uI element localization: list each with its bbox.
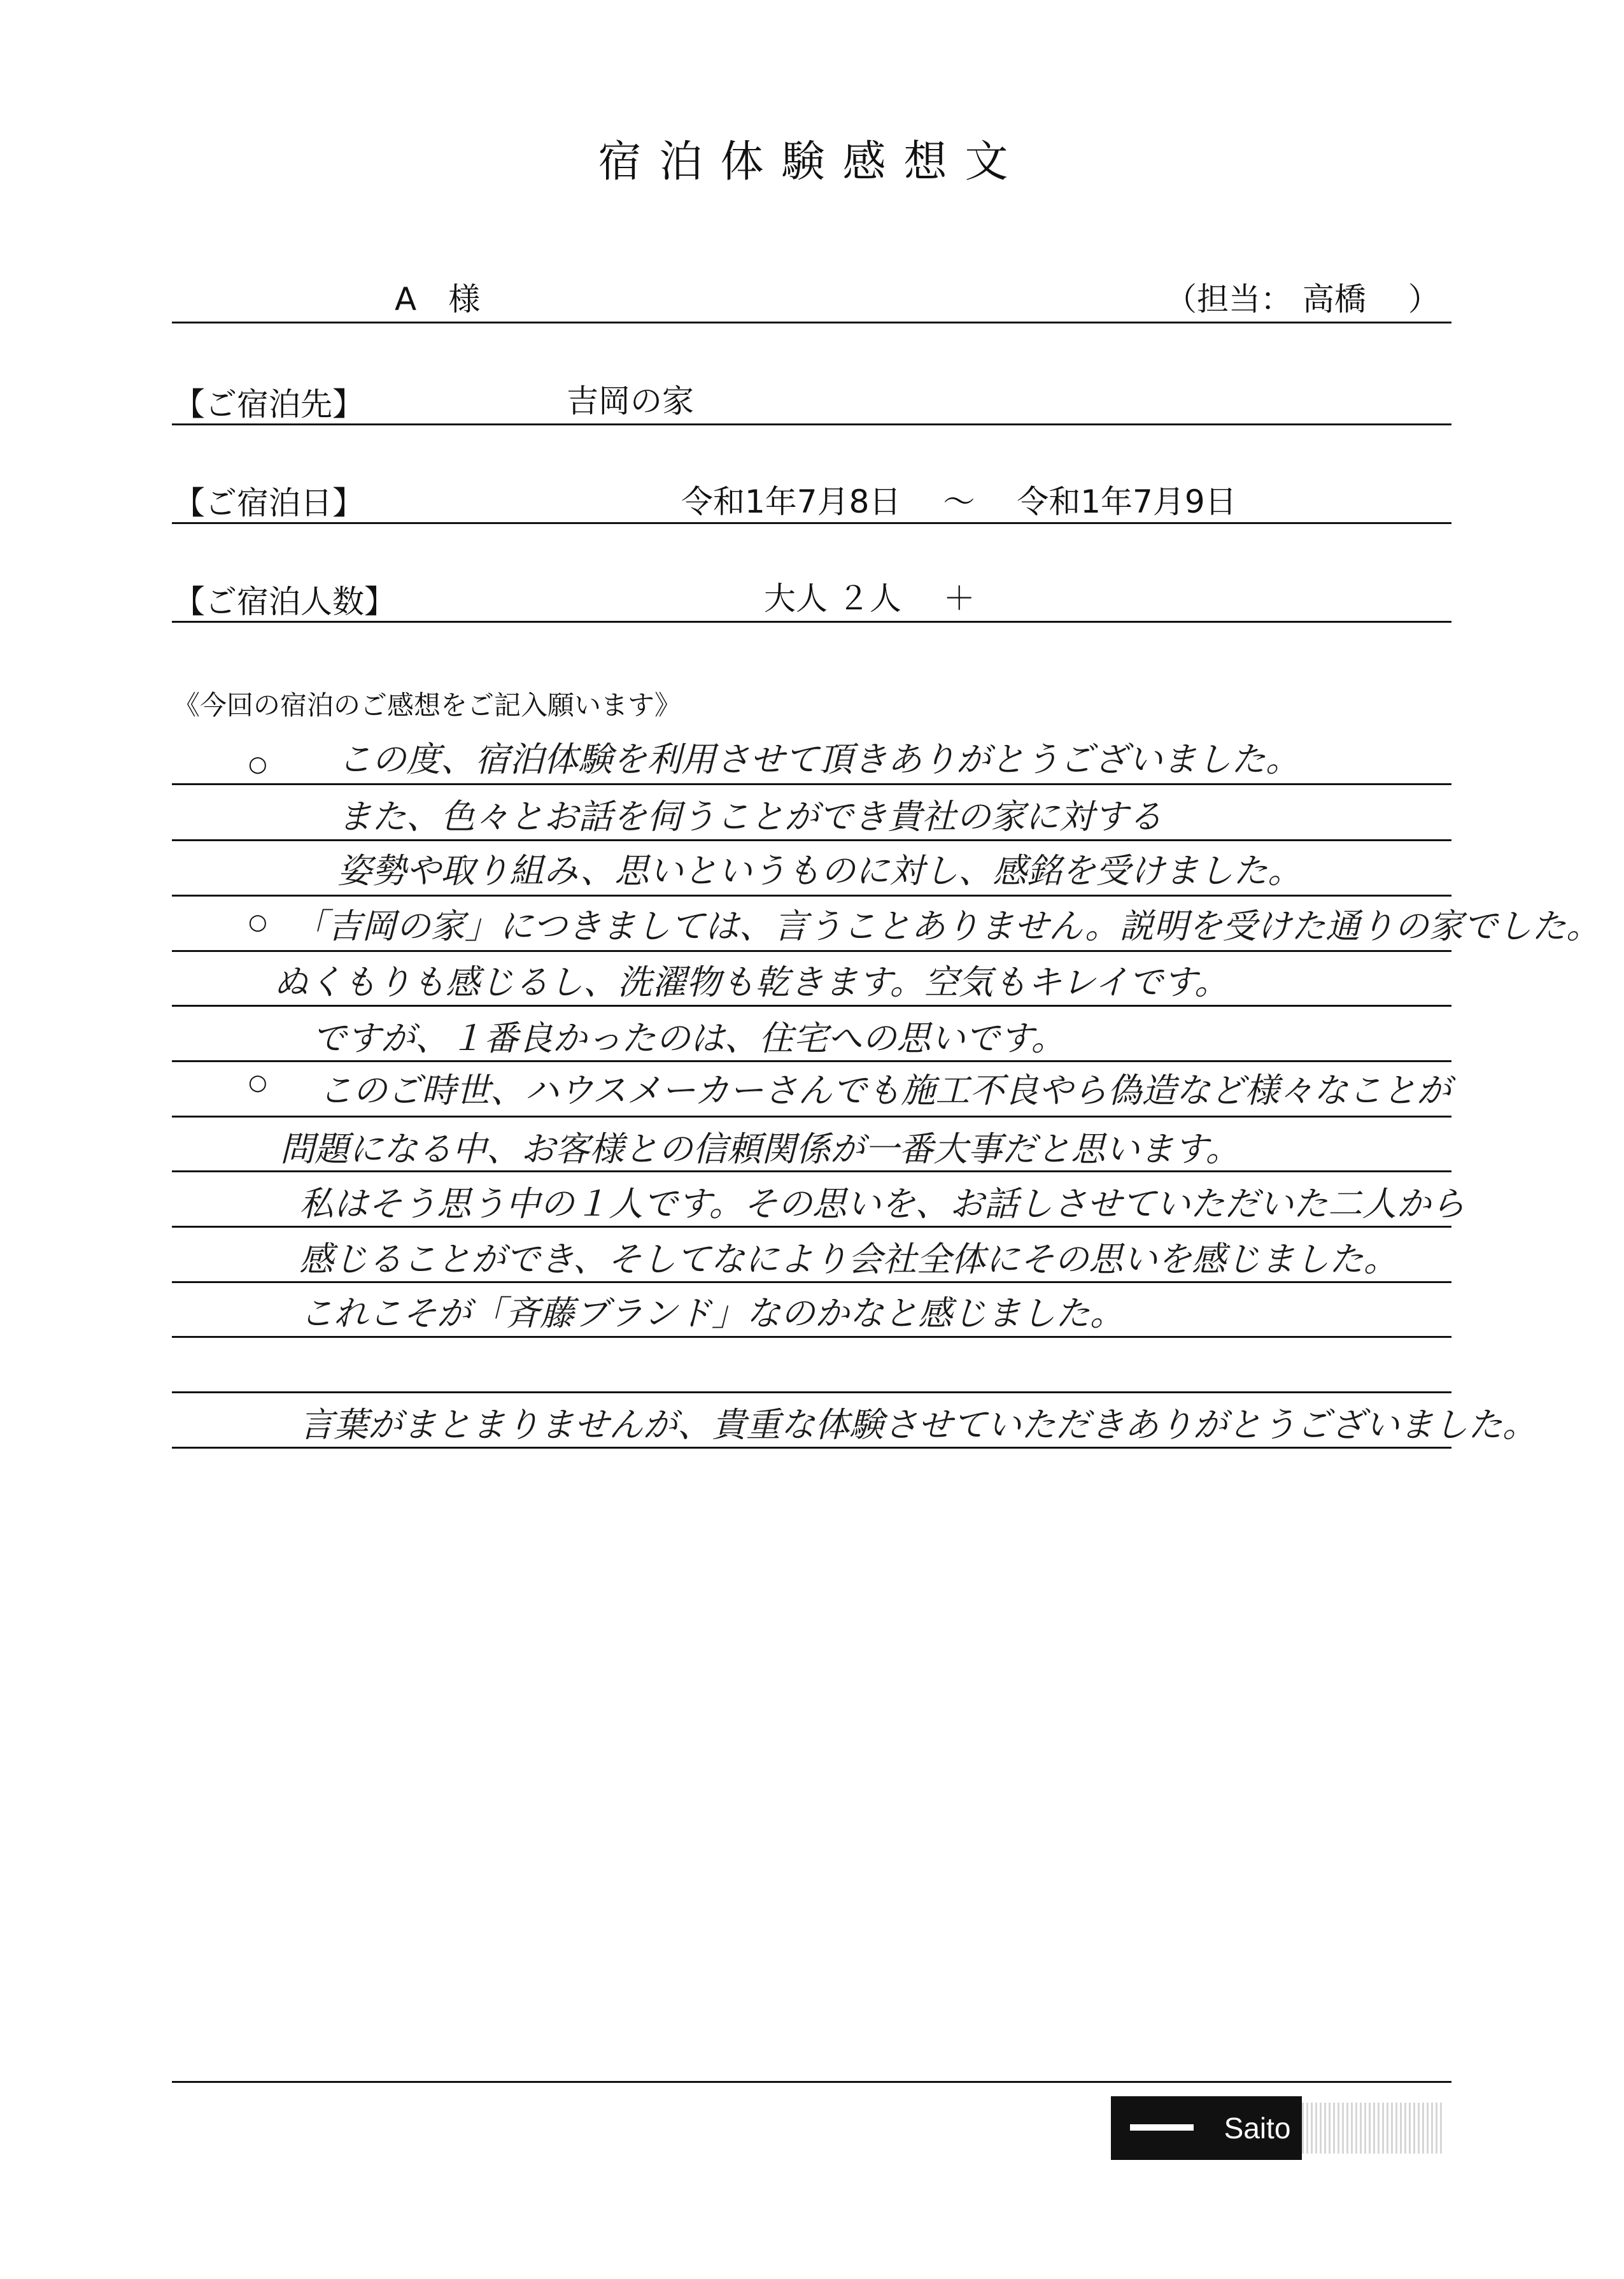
- handwritten-line: 「吉岡の家」につきましては、言うことありません。説明を受けた通りの家でした。: [293, 906, 1601, 946]
- logo-faded-text: [1302, 2103, 1442, 2154]
- handwritten-line: 問題になる中、お客様との信頼関係が一番大事だと思います。: [280, 1129, 1240, 1169]
- footer-rule: [172, 2081, 1451, 2083]
- writing-rule: [172, 1336, 1451, 1338]
- writing-rule: [172, 1226, 1451, 1228]
- bullet-mark: ○: [248, 751, 267, 777]
- handwritten-line: この度、宿泊体験を利用させて頂きありがとうございました。: [337, 739, 1300, 779]
- guest-rule: [172, 322, 1451, 323]
- handwritten-line: また、色々とお話を伺うことができ貴社の家に対する: [337, 797, 1162, 837]
- logo-mark-bar: [1130, 2124, 1194, 2131]
- handwritten-line: 感じることができ、そしてなにより会社全体にその思いを感じました。: [299, 1239, 1398, 1279]
- logo-text: Saito: [1213, 2096, 1302, 2160]
- writing-rule: [172, 950, 1451, 952]
- field-value-date: 令和1年7月8日 ～ 令和1年7月9日: [681, 483, 1237, 520]
- bullet-mark: ○: [248, 909, 267, 935]
- handwritten-line: ですが、１番良かったのは、住宅への思いです。: [312, 1018, 1066, 1058]
- field-label-date: 【ご宿泊日】: [173, 485, 364, 522]
- company-logo: [1111, 2096, 1442, 2160]
- handwritten-line: 姿勢や取り組み、思いというものに対し、感銘を受けました。: [337, 851, 1303, 891]
- writing-rule: [172, 783, 1451, 785]
- writing-rule: [172, 1170, 1451, 1172]
- writing-rule: [172, 895, 1451, 897]
- writing-rule: [172, 1005, 1451, 1007]
- handwritten-line: これこそが「斉藤ブランド」なのかなと感じました。: [299, 1293, 1124, 1333]
- guest-name: A 様: [395, 281, 481, 318]
- field-rule-place: [172, 423, 1451, 425]
- field-value-place: 吉岡の家: [567, 383, 694, 420]
- writing-rule: [172, 839, 1451, 841]
- comment-prompt: 《今回の宿泊のご感想をご記入願います》: [173, 690, 682, 721]
- field-value-guests: 大人 ２人 ＋: [764, 580, 975, 617]
- writing-rule: [172, 1060, 1451, 1062]
- field-label-guests: 【ご宿泊人数】: [173, 583, 396, 620]
- bullet-mark: ○: [248, 1070, 267, 1095]
- handwritten-line: ぬくもりも感じるし、洗濯物も乾きます。空気もキレイです。: [274, 962, 1229, 1002]
- writing-rule: [172, 1281, 1451, 1283]
- writing-rule: [172, 1391, 1451, 1393]
- writing-rule: [172, 1447, 1451, 1449]
- document-title: 宿泊体験感想文: [598, 137, 1026, 187]
- handwritten-line: 言葉がまとまりませんが、貴重な体験させていただきありがとうございました。: [299, 1405, 1537, 1445]
- field-rule-date: [172, 522, 1451, 524]
- handwritten-line: 私はそう思う中の１人です。その思いを、お話しさせていただいた二人から: [299, 1184, 1465, 1224]
- handwritten-line: このご時世、ハウスメーカーさんでも施工不良やら偽造など様々なことが: [318, 1070, 1451, 1111]
- staff-name: （担当： 高橋 ）: [1165, 281, 1440, 318]
- writing-rule: [172, 1116, 1451, 1118]
- field-rule-guests: [172, 621, 1451, 623]
- field-label-place: 【ご宿泊先】: [173, 386, 364, 423]
